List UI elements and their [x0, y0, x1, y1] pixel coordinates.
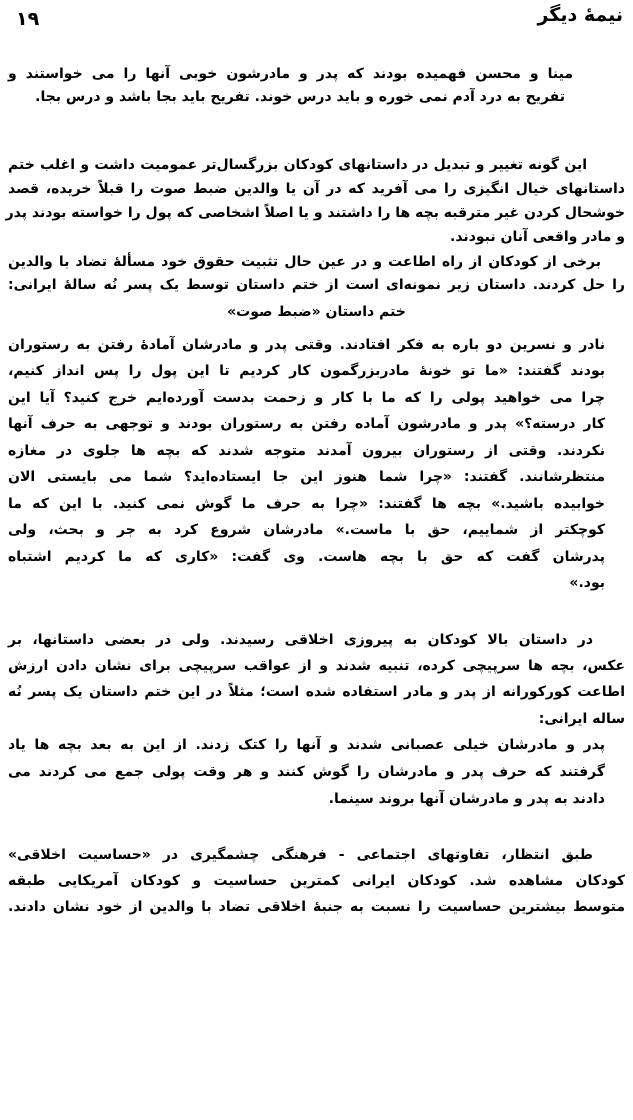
- text-line: پدر و مادرشان خیلی عصبانی شدند و آنها را کتک زدند. از این به بعد بچه ها یاد: [8, 737, 605, 753]
- text-line: کودکان مشاهده شد. کودکان ایرانی کمترین حساسیت و کودکان آمریکایی طبقه: [8, 873, 625, 889]
- page-number: ۱۹: [16, 8, 40, 30]
- text-line: نکردند. وقتی از رستوران بیرون آمدند متوجه شدند که بچه ها جلوی در مغازه: [8, 443, 605, 459]
- text-line: کار درسته؟» پدر و مادرشون آماده رفتن به رستوران بودند و توجهی به حرف آنها: [8, 416, 605, 432]
- story-title: ختم داستان «ضبط صوت»: [227, 304, 406, 320]
- text-line: مینا و محسن فهمیده بودند که پدر و مادرشون خوبی آنها را می خواستند و: [8, 66, 573, 82]
- text-line: این گونه تغییر و تبدیل در داستانهای کودکان بزرگسال‌تر عمومیت داشت و اغلب ختم: [8, 157, 587, 173]
- text-line: کوچکتر از شماییم، حق با ماست.» مادرشان شروع کرد به جر و بحث، ولی: [8, 522, 605, 538]
- text-line: بودند گفتند: «ما تو خونهٔ مادربزرگمون کار کردیم تا این پول را پس انداز کنیم،: [8, 363, 605, 379]
- text-line: متوسط بیشترین حساسیت را نسبت به جنبهٔ اخلاقی تضاد با والدین از خود نشان دادند.: [8, 899, 625, 915]
- text-line: منتظرشانند. گفتند: «چرا شما هنوز این جا ایستاده‌اید؟ شما می بایستی الان: [8, 469, 605, 485]
- text-line: پدرشان گفت که حق با بچه هاست. وی گفت: «کاری که ما کردیم اشتباه: [8, 549, 605, 565]
- text-line: را حل کردند. داستان زیر نمونه‌ای است از ختم داستان توسط یک پسر نُه سالهٔ ایرانی:: [8, 277, 625, 293]
- text-line: در داستان بالا کودکان به پیروزی اخلاقی رسیدند. ولی در بعضی داستانها، بر: [8, 632, 593, 648]
- text-line: دادند به پدر و مادرشان آنها بروند سینما.: [328, 791, 605, 807]
- text-line: نادر و نسرین دو باره به فکر افتادند. وقتی پدر و مادرشان آمادهٔ رفتن به رستوران: [8, 337, 605, 353]
- text-line: عکس، بچه ها سرپیچی کرده، تنبیه شدند و از عواقب سرپیچی برای نشان دادن ارزش: [8, 658, 625, 674]
- text-line: طبق انتظار، تفاوتهای اجتماعی - فرهنگی چشمگیری در «حساسیت اخلاقی»: [8, 847, 593, 863]
- text-line: اطاعت کورکورانه از پدر و مادر استفاده شده است؛ مثلاً در این ختم داستان یک پسر نُه: [8, 684, 625, 700]
- text-line: خوابیده باشید.» بچه ها گفتند: «چرا به حرف ما گوش نمی کنید. با این که ما: [8, 496, 605, 512]
- text-line: تفریح به درد آدم نمی خوره و باید درس خوند. تفریح باید بجا باشد و درس بجا.: [35, 89, 565, 105]
- text-line: ساله ایرانی:: [538, 711, 625, 727]
- text-line: و مادر واقعی آنان نبودند.: [450, 229, 625, 245]
- text-line: خوشحال کردن غیر مترقبه بچه ها را داشتند و یا اصلاً اشخاصی که پول را خواسته بودند پدر: [5, 205, 625, 221]
- text-line: بود.»: [569, 575, 605, 591]
- text-line: داستانهای خیال انگیزی را می آفرید که در آن یا والدین ضبط صوت را قبلاً خریده، قصد: [8, 181, 625, 197]
- text-line: چرا می خواهید پولی را که ما با کار و زحمت بدست آورده‌ایم خرج کنید؟ آیا این: [8, 390, 605, 406]
- text-line: برخی از کودکان از راه اطاعت و در عین حال تثبیت حقوق خود مسألهٔ تضاد با والدین: [8, 254, 601, 270]
- text-line: گرفتند که حرف پدر و مادرشان را گوش کنند و هر وقت پولی جمع می کردند می: [8, 764, 605, 780]
- running-header-title: نیمهٔ دیگر: [537, 4, 623, 26]
